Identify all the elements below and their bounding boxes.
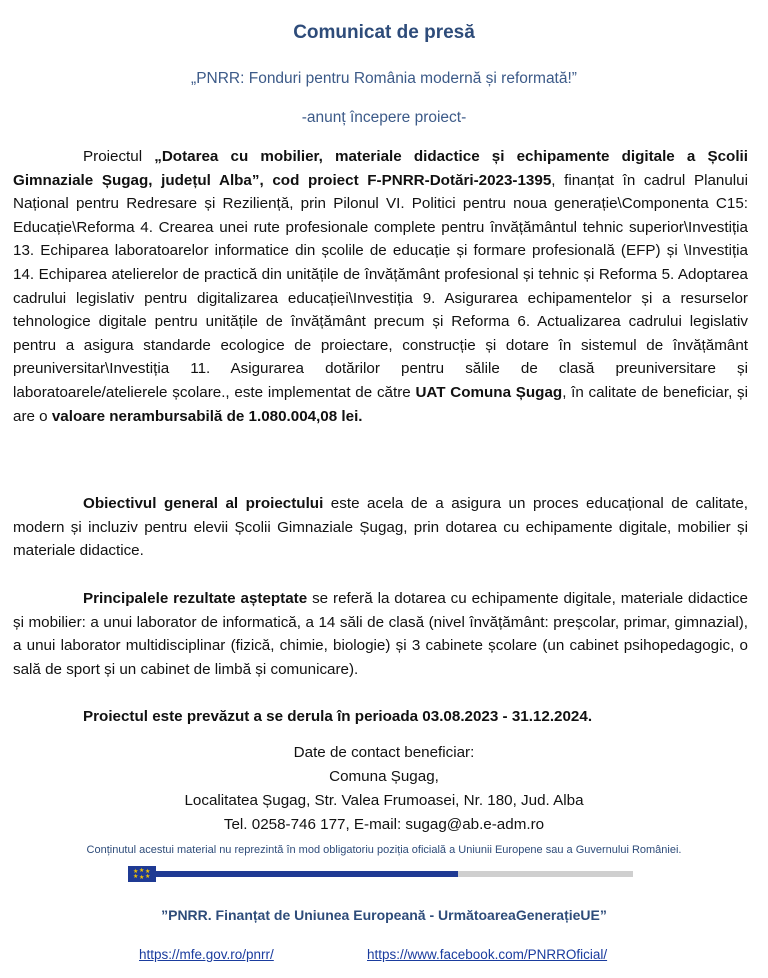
project-description-paragraph — [13, 145, 748, 428]
eu-flag-icon: ★ ★ ★ ★ ★ ★ — [128, 866, 156, 882]
period-paragraph — [13, 705, 748, 729]
results-heading: Principalele rezultate așteptate — [83, 590, 308, 607]
announcement-label: -anunț începere proiect- — [301, 109, 467, 126]
contact-block — [0, 741, 768, 837]
beneficiary-name: UAT Comuna Șugag — [415, 383, 563, 401]
disclaimer-text: Conținutul acestui material nu reprezintă în mod obligatoriu poziția oficială a Uniunii Europene sau a Guvernului României. — [86, 844, 682, 856]
p1-text-c: , finanțat în cadrul Planului Național pentru Redresare și Reziliență, prin Pilonul VI. Politici pentru noua generație\Componenta C15: Educație\Reforma 4. Crearea unei rute profesionale complete pentru învățământul tehnic superior\Investiția 13. Echiparea laboratoarelor informatice din școlile de educație și formare profesională (EFP) și \Investiția 14. Echiparea atelierelor de practică din unitățile de învățământ profesional și tehnic și Reforma 5. Adoptarea cadrului legislativ pentru digitalizarea educației\Investiția 9. Asigurarea echipamentelor și a resurselor tehnologice digitale pentru unitățile de învățământ precum și Reforma 6. Actualizarea cadrului legislativ pentru a asigura standarde ecologice de proiectare, construcție și dotare în sistemul de învățământ preuniversitar\Investiția 11. Asigurarea dotărilor pentru sălile de clasă preuniversitare și laboratoarele/atelierele școlare., este implementat de către — [13, 171, 748, 401]
contact-phone-email: Tel. 0258-746 177, E-mail: sugag@ab.e-adm.ro — [223, 816, 545, 833]
project-period: Proiectul este prevăzut a se derula în perioada 03.08.2023 - 31.12.2024. — [83, 708, 593, 725]
results-paragraph — [13, 587, 748, 681]
page-subtitle: „PNRR: Fonduri pentru România modernă și reformată!” — [191, 70, 577, 87]
contact-name: Comuna Șugag, — [329, 768, 439, 785]
contact-address: Localitatea Șugag, Str. Valea Frumoasei, Nr. 180, Jud. Alba — [184, 792, 584, 809]
project-value: valoare nerambursabilă de 1.080.004,08 lei. — [51, 407, 363, 425]
p1-text-e: , în calitate de beneficiar, și are o — [13, 383, 749, 425]
objective-text: este acela de a asigura un proces educațional de calitate, modern și incluziv pentru elevii Școlii Gimnaziale Șugag, prin dotarea cu echipamente digitale, mobilier și materiale didactice. — [13, 495, 749, 560]
eu-color-bar-grey — [458, 871, 633, 877]
objective-heading: Obiectivul general al proiectului — [83, 495, 324, 512]
results-text: se referă la dotarea cu echipamente digitale, materiale didactice și mobilier: a unui laborator de informatică, a 14 săli de clasă (nivel învățământ: preșcolar, primar, gimnazial), a unui laborator multidisciplinar (fizică, chimie, biologie) și 3 cabinete școlare (un cabinet psihopedagogic, o sală de sport și un cabinet de limbă și comunicare). — [13, 590, 749, 678]
facebook-link[interactable]: https://www.facebook.com/PNRROficial/ — [367, 947, 608, 962]
project-title: „Dotarea cu mobilier, materiale didactice și echipamente digitale a Școlii Gimnaziale Șugag, județul Alba”, cod proiect F-PNRR-Dotări-2023-1395 — [13, 148, 748, 189]
mfe-link[interactable]: https://mfe.gov.ro/pnrr/ — [139, 947, 274, 962]
contact-heading: Date de contact beneficiar: — [293, 744, 475, 761]
page-title: Comunicat de presă — [293, 22, 475, 43]
objective-paragraph — [13, 492, 748, 563]
footer-slogan: ”PNRR. Finanțat de Uniunea Europeană - UrmătoareaGenerațieUE” — [161, 907, 607, 923]
p1-text-a: Proiectul — [83, 148, 155, 165]
